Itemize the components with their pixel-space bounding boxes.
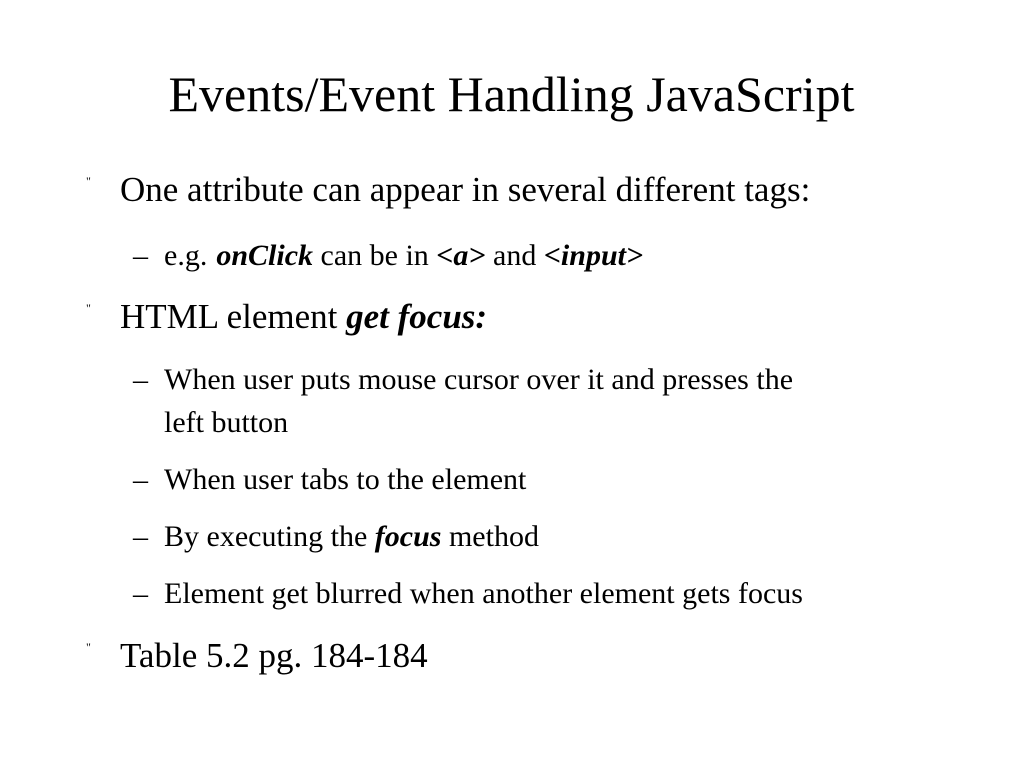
sub-bullet-text: When user puts mouse cursor over it and presses the [164, 363, 794, 396]
emphasis-run: focus [374, 520, 442, 553]
emphasis-run: <a> [436, 239, 486, 272]
emphasis-run: get focus: [346, 297, 488, 336]
dash-mark: – [133, 463, 148, 496]
emphasis-run: onClick [216, 239, 314, 272]
slide-title: Events/Event Handling JavaScript [168, 66, 855, 122]
sub-bullet-text [164, 516, 539, 558]
bullet-mark: " [86, 174, 91, 188]
bullet-text [120, 297, 487, 337]
sub-bullet-text: left button [164, 406, 289, 439]
dash-mark: – [133, 520, 148, 553]
text-run: method [441, 520, 539, 553]
text-run: By executing the [164, 520, 375, 553]
sub-bullet-text: When user tabs to the element [164, 463, 527, 496]
bullet-text: One attribute can appear in several different tags: [120, 170, 811, 209]
text-run: and [485, 239, 544, 272]
text-run: can be in [313, 239, 437, 272]
text-run: HTML element [120, 297, 347, 336]
dash-mark: – [133, 239, 148, 272]
bullet-text: Table 5.2 pg. 184-184 [120, 636, 428, 675]
bullet-mark: " [86, 640, 91, 654]
sub-bullet-text [164, 235, 643, 277]
sub-bullet-text: Element get blurred when another element gets focus [164, 577, 803, 610]
bullet-mark: " [86, 301, 91, 315]
dash-mark: – [133, 577, 148, 610]
text-run: e.g. [164, 239, 208, 272]
emphasis-run: <input> [543, 239, 644, 272]
dash-mark: – [133, 363, 148, 396]
